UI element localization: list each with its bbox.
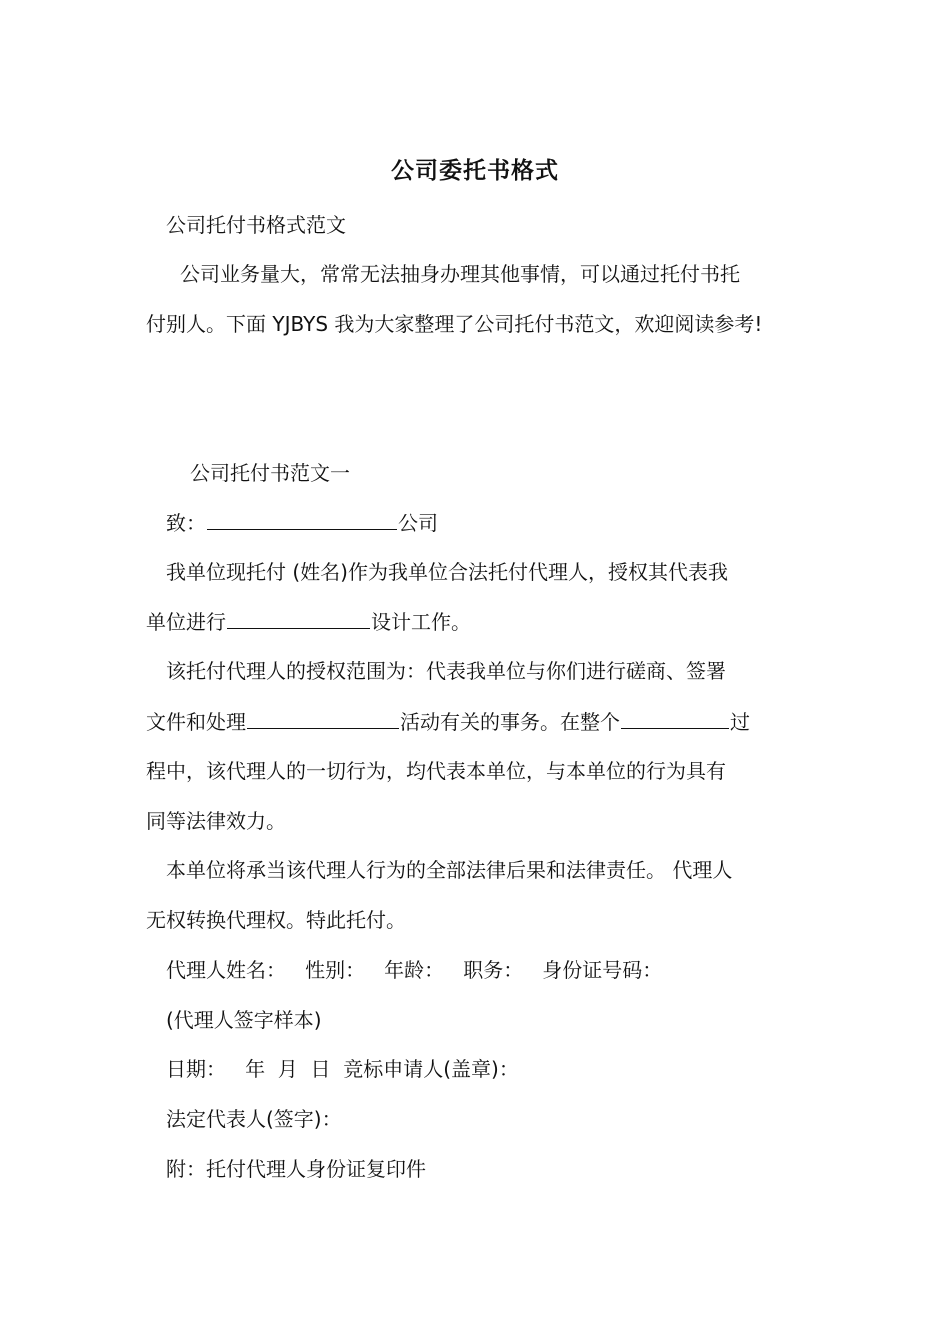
document-title: 公司委托书格式 <box>391 158 559 184</box>
para2-line-2 <box>146 706 826 737</box>
date-line: 日期： 年 月 日 竞标申请人(盖章)： <box>166 1057 519 1081</box>
para3-line-1: 本单位将承当该代理人行为的全部法律后果和法律责任。 代理人 <box>166 858 733 882</box>
para2-line-1: 该托付代理人的授权范围为：代表我单位与你们进行磋商、签署 <box>166 659 726 683</box>
para2-line-2-prefix: 文件和处理 <box>146 710 246 734</box>
intro-line-1: 公司业务量大，常常无法抽身办理其他事情，可以通过托付书托 <box>180 262 740 286</box>
signature-sample: (代理人签字样本) <box>166 1008 322 1032</box>
para3-line-2: 无权转换代理权。特此托付。 <box>146 908 406 932</box>
para2-line-3: 程中，该代理人的一切行为，均代表本单位，与本单位的行为具有 <box>146 759 726 783</box>
attachment-line: 附：托付代理人身份证复印件 <box>166 1157 426 1181</box>
subtitle: 公司托付书格式范文 <box>166 213 346 237</box>
addressee-blank <box>207 507 397 530</box>
para2-line-4: 同等法律效力。 <box>146 809 286 833</box>
activity-blank <box>247 706 399 729</box>
para2-line-2-suffix: 过 <box>730 710 750 734</box>
legal-representative-line: 法定代表人(签字)： <box>166 1107 342 1131</box>
addressee-suffix: 公司 <box>398 511 438 535</box>
para1-line-2-suffix: 设计工作。 <box>371 610 471 634</box>
design-work-blank <box>227 606 370 629</box>
intro-line-2: 付别人。下面 YJBYS 我为大家整理了公司托付书范文，欢迎阅读参考! <box>146 312 763 336</box>
para1-line-2 <box>146 606 826 637</box>
process-blank <box>621 706 729 729</box>
addressee-prefix: 致： <box>166 511 206 535</box>
para1-line-2-prefix: 单位进行 <box>146 610 226 634</box>
addressee-line <box>166 507 846 538</box>
sample-heading: 公司托付书范文一 <box>190 461 350 485</box>
para1-line-1: 我单位现托付 (姓名)作为我单位合法托付代理人，授权其代表我 <box>166 560 728 584</box>
agent-fields: 代理人姓名： 性别： 年龄： 职务： 身份证号码： <box>166 958 663 982</box>
para2-line-2-mid: 活动有关的事务。在整个 <box>400 710 620 734</box>
